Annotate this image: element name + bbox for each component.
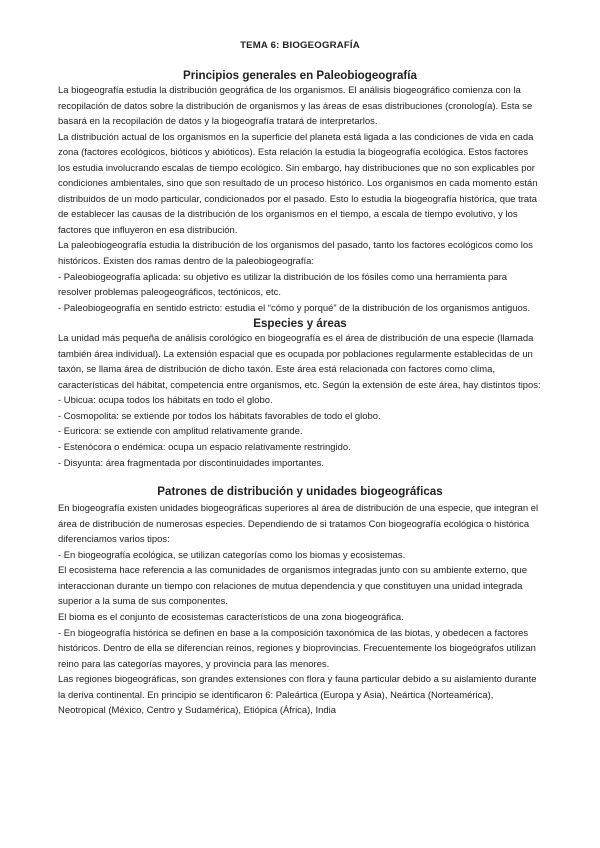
section-heading: Especies y áreas xyxy=(253,317,347,331)
list-item: - Cosmopolita: se extiende por todos los hábitats favorables de todo el globo. xyxy=(58,410,381,422)
list-item: - Estenócora o endémica: ocupa un espacio relativamente restringido. xyxy=(58,442,351,454)
list-item: - En biogeografía histórica se definen en base a la composición taxonómica de las biotas, y obedecen a factores históricos. Dentro de ella se diferencian reinos, regiones y bioprovincias. Frecuentemente los biogeógrafos utilizan reino para las categorías mayores, y provincia para las menores. xyxy=(58,627,536,670)
list-item: - Ubicua: ocupa todos los hábitats en todo el globo. xyxy=(58,395,273,407)
list-item: - Disyunta: área fragmentada por discontinuidades importantes. xyxy=(58,457,324,469)
list-item: - Paleobiogeografía en sentido estricto: estudia el “cómo y porqué” de la distribución de los organismos antiguos. xyxy=(58,302,531,314)
paragraph: En biogeografía existen unidades biogeográficas superiores al área de distribución de una especie, que integran el área de distribución de numerosas especies. Dependiendo de si tratamos Con biogeografía ecológica o histórica diferenciamos varios tipos: xyxy=(58,503,539,546)
section-especies-areas xyxy=(58,317,542,471)
paragraph: La biogeografía estudia la distribución geográfica de los organismos. El análisis biogeográfico comienza con la recopilación de datos sobre la distribución de organismos y las áreas de esas distribuciones (cronología). Esta se basará en la recopilación de datos y la biogeografía tratará de interpretarlos. xyxy=(58,85,533,128)
section-heading: Patrones de distribución y unidades biogeográficas xyxy=(157,485,443,499)
section-heading: Principios generales en Paleobiogeografía xyxy=(183,69,417,82)
list-item: - En biogeografía ecológica, se utilizan categorías como los biomas y ecosistemas. xyxy=(58,549,406,561)
paragraph: La unidad más pequeña de análisis corológico en biogeografía es el área de distribución de una especie (llamada también área individual). La extensión espacial que es ocupada por poblaciones regularmente establecidas de un taxón, se llama área de distribución de dicho taxón. Este área está relacionada con factores como clima, características del hábitat, competencia entre organismos, etc. Según la extensión de este área, hay distintos tipos: xyxy=(58,333,541,391)
document-title: TEMA 6: BIOGEOGRAFÍA xyxy=(240,40,360,51)
paragraph: El bioma es el conjunto de ecosistemas característicos de una zona biogeográfica. xyxy=(58,611,404,623)
paragraph: La distribución actual de los organismos en la superficie del planeta está ligada a las condiciones de vida en cada zona (factores ecológicos, bióticos y abióticos). Esta relación la estudia la biogeografía ecológica. Estos factores los estudia involucrando escalas de tiempo ecológico. Sin embargo, hay distribuciones que no son explicables por condiciones ambientales, sino que son resultado de un proceso histórico. Los organismos en cada momento están distribuidos de un modo particular, condicionados por el pasado. Esto lo estudia la biogeografía histórica, que trata de establecer las causas de la distribución de los organismos en el tiempo, a escala de tiempo evolutivo, y los factores que influyeron en esa distribución. xyxy=(58,131,538,236)
list-item: - Euricora: se extiende con amplitud relativamente grande. xyxy=(58,426,303,438)
paragraph: La paleobiogeografía estudia la distribución de los organismos del pasado, tanto los factores ecológicos como los históricos. Existen dos ramas dentro de la paleobiogeografía: xyxy=(58,240,533,268)
section-patrones xyxy=(58,485,542,719)
section-principios xyxy=(58,69,542,316)
paragraph: El ecosistema hace referencia a las comunidades de organismos integradas junto con su ambiente externo, que interaccionan durante un tiempo con relaciones de mutua dependencia y que constituyen una unidad integrada superior a la suma de sus componentes. xyxy=(58,565,528,608)
paragraph: Las regiones biogeográficas, son grandes extensiones con flora y fauna particular debido a su aislamiento durante la deriva continental. En principio se identificaron 6: Paleártica (Europa y Asia), Neártica (Norteamérica), Neotropical (México, Centro y Sudamérica), Etiópica (África), India xyxy=(58,674,537,717)
list-item: - Paleobiogeografía aplicada: su objetivo es utilizar la distribución de los fósiles como una herramienta para resolver problemas paleogeográficos, tectónicos, etc. xyxy=(58,271,508,299)
